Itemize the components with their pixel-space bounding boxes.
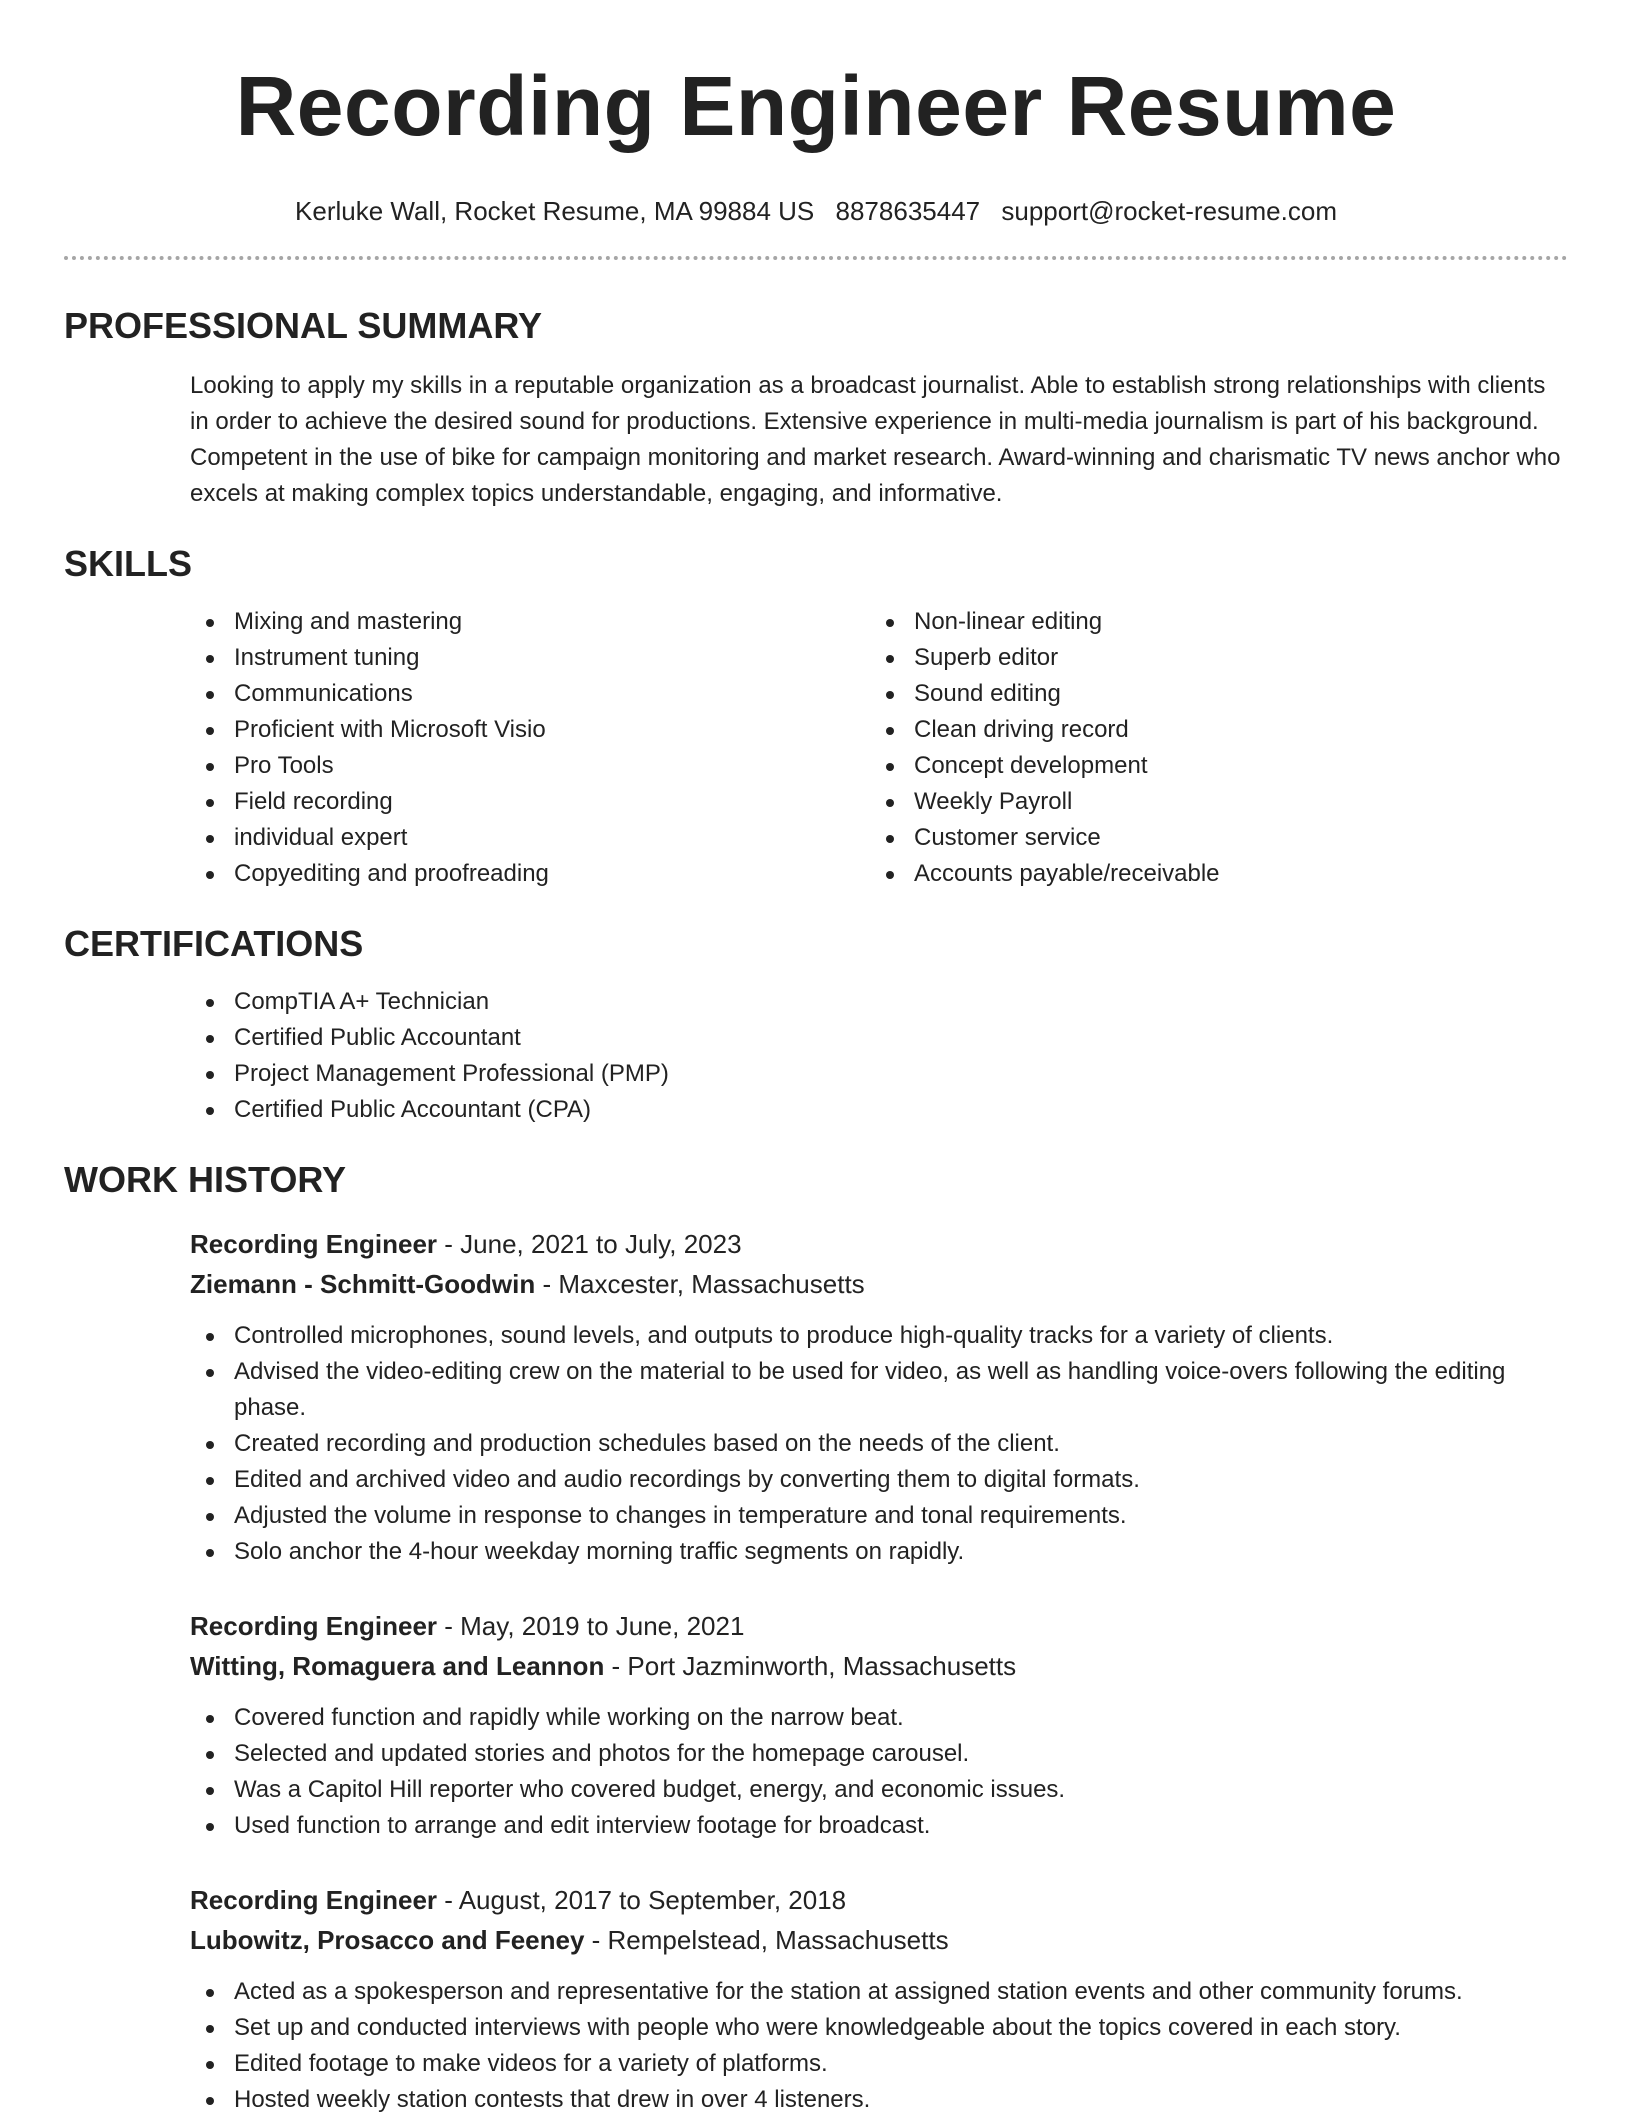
skill-item: Proficient with Microsoft Visio [190, 712, 870, 748]
job-duties [190, 1318, 1568, 1570]
skill-item: Non-linear editing [870, 604, 1550, 640]
contact-address: Kerluke Wall, Rocket Resume, MA 99884 US [295, 196, 815, 226]
certification-item: Project Management Professional (PMP) [190, 1056, 1568, 1092]
job-company-line [190, 1646, 1568, 1686]
contact-phone: 8878635447 [835, 196, 981, 226]
skills-list-left [190, 604, 870, 892]
job-company: Ziemann - Schmitt-Goodwin [190, 1269, 536, 1299]
skill-item: individual expert [190, 820, 870, 856]
skills-heading: SKILLS [64, 543, 193, 584]
job-role: Recording Engineer [190, 1229, 438, 1259]
skill-item: Communications [190, 676, 870, 712]
job-company-line [190, 1920, 1568, 1960]
job-duties [190, 1974, 1568, 2118]
job-company-line [190, 1264, 1568, 1304]
job-title-line [190, 1606, 1568, 1646]
skill-item: Clean driving record [870, 712, 1550, 748]
job-duty: Selected and updated stories and photos for the homepage carousel. [190, 1736, 1568, 1772]
job-duty: Adjusted the volume in response to changes in temperature and tonal requirements. [190, 1498, 1568, 1534]
contact-line [64, 196, 1568, 226]
certifications-heading: CERTIFICATIONS [64, 923, 364, 964]
job-entry [190, 1880, 1568, 2118]
summary-text: Looking to apply my skills in a reputable organization as a broadcast journalist. Able to establish strong relationships with clients in order to achieve the desired sound for productions. Extensive experience in multi-media journalism is part of his background. Competent in the use of bike for campaign monitoring and market research. Award-winning and charismatic TV news anchor who excels at making complex topics understandable, engaging, and informative. [190, 372, 1561, 507]
job-duty: Created recording and production schedules based on the needs of the client. [190, 1426, 1568, 1462]
job-duty: Set up and conducted interviews with people who were knowledgeable about the topics covered in each story. [190, 2010, 1568, 2046]
skill-item: Mixing and mastering [190, 604, 870, 640]
skill-item: Instrument tuning [190, 640, 870, 676]
work-history-section [190, 1224, 1568, 2118]
job-duty: Used function to arrange and edit interview footage for broadcast. [190, 1808, 1568, 1844]
certification-item: Certified Public Accountant [190, 1020, 1568, 1056]
skills-section [190, 586, 1568, 892]
job-duty: Edited and archived video and audio recordings by converting them to digital formats. [190, 1462, 1568, 1498]
job-title-line [190, 1224, 1568, 1264]
skills-list-right [870, 604, 1550, 892]
skill-item: Accounts payable/receivable [870, 856, 1550, 892]
job-dates: - May, 2019 to June, 2021 [437, 1611, 745, 1641]
job-entry [190, 1606, 1568, 1844]
summary-section [190, 368, 1568, 512]
skill-item: Field recording [190, 784, 870, 820]
job-duty: Hosted weekly station contests that drew in over 4 listeners. [190, 2082, 1568, 2118]
skill-item: Sound editing [870, 676, 1550, 712]
skill-item: Weekly Payroll [870, 784, 1550, 820]
certification-item: Certified Public Accountant (CPA) [190, 1092, 1568, 1128]
skill-item: Customer service [870, 820, 1550, 856]
job-duty: Was a Capitol Hill reporter who covered budget, energy, and economic issues. [190, 1772, 1568, 1808]
job-location: - Port Jazminworth, Massachusetts [604, 1651, 1017, 1681]
job-location: - Rempelstead, Massachusetts [584, 1925, 949, 1955]
resume-title: Recording Engineer Resume [235, 59, 1397, 153]
job-duty: Edited footage to make videos for a variety of platforms. [190, 2046, 1568, 2082]
summary-heading: PROFESSIONAL SUMMARY [64, 305, 543, 346]
resume-header [64, 0, 1568, 226]
skill-item: Concept development [870, 748, 1550, 784]
job-duty: Controlled microphones, sound levels, and outputs to produce high-quality tracks for a variety of clients. [190, 1318, 1568, 1354]
job-company: Lubowitz, Prosacco and Feeney [190, 1925, 585, 1955]
skill-item: Copyediting and proofreading [190, 856, 870, 892]
skill-item: Pro Tools [190, 748, 870, 784]
certifications-section [190, 984, 1568, 1128]
job-role: Recording Engineer [190, 1611, 438, 1641]
job-dates: - June, 2021 to July, 2023 [437, 1229, 742, 1259]
job-company: Witting, Romaguera and Leannon [190, 1651, 605, 1681]
job-role: Recording Engineer [190, 1885, 438, 1915]
job-duty: Acted as a spokesperson and representative for the station at assigned station events and other community forums. [190, 1974, 1568, 2010]
skill-item: Superb editor [870, 640, 1550, 676]
job-duties [190, 1700, 1568, 1844]
contact-email: support@rocket-resume.com [1001, 196, 1337, 226]
job-entry [190, 1224, 1568, 1570]
job-duty: Advised the video-editing crew on the material to be used for video, as well as handling voice-overs following the editing phase. [190, 1354, 1568, 1426]
skills-grid [190, 586, 1568, 892]
certification-item: CompTIA A+ Technician [190, 984, 1568, 1020]
work-history-heading: WORK HISTORY [64, 1159, 347, 1200]
certifications-list [190, 984, 1568, 1128]
job-duty: Covered function and rapidly while working on the narrow beat. [190, 1700, 1568, 1736]
job-dates: - August, 2017 to September, 2018 [437, 1885, 847, 1915]
job-duty: Solo anchor the 4-hour weekday morning traffic segments on rapidly. [190, 1534, 1568, 1570]
header-divider [64, 256, 1568, 260]
job-title-line [190, 1880, 1568, 1920]
job-location: - Maxcester, Massachusetts [535, 1269, 865, 1299]
